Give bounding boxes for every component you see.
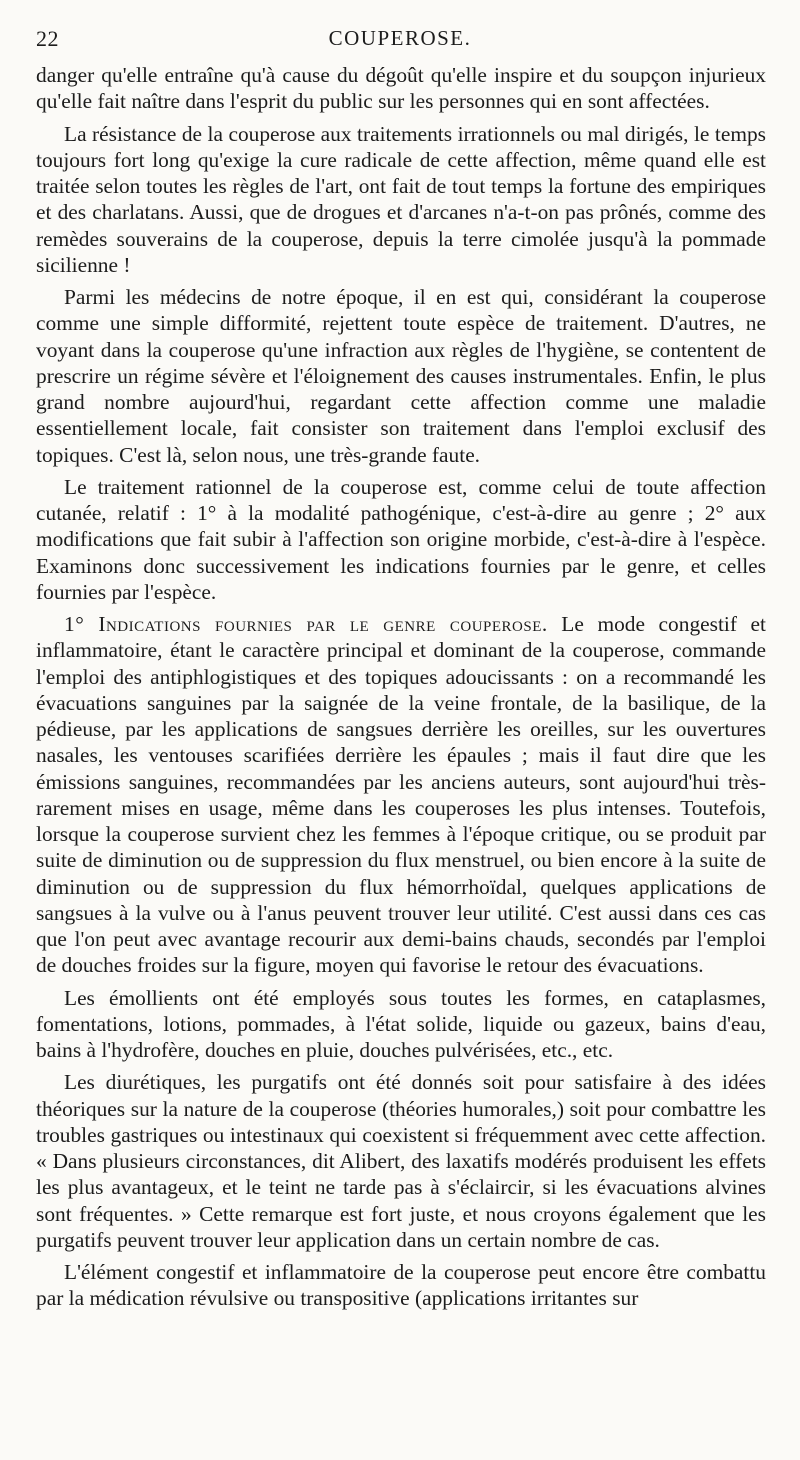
running-title: COUPEROSE. bbox=[328, 26, 472, 50]
section-lead-text: Le mode congestif et inflammatoire, étant le caractère principal et dominant de la couperose, commande l'emploi des antiphlogistiques et des topiques adoucissants : on a recommandé les évacuations sanguines par la saignée de la veine frontale, de la basilique, de la pédieuse, par les applications de sangsues derrière les oreilles, sur les ouvertures nasales, les ventouses scarifiées derrière les épaules ; mais il faut dire que les émissions sanguines, recommandées par les anciens auteurs, sont aujourd'hui très-rarement mises en usage, même dans les couperoses les plus intenses. Toutefois, lorsque la couperose survient chez les femmes à l'époque critique, ou se produit par suite de diminution ou de suppression du flux menstruel, ou bien encore à la suite de diminution ou de suppression du flux hémorrhoïdal, quelques applications de sangsues à la vulve ou à l'anus peuvent trouver leur utilité. C'est aussi dans ces cas que l'on peut avec avantage recourir aux demi-bains chauds, secondés par l'emploi de douches froides sur la figure, moyen qui favorise le retour des évacuations. bbox=[36, 612, 766, 978]
paragraph-continuation: danger qu'elle entraîne qu'à cause du dégoût qu'elle inspire et du soupçon injurieux qu'elle fait naître dans l'esprit du public sur les personnes qui en sont affectées. bbox=[36, 63, 766, 114]
paragraph-section-indications-genre bbox=[36, 611, 766, 979]
page-header bbox=[36, 26, 764, 62]
paragraph: Les diurétiques, les purgatifs ont été donnés soit pour satisfaire à des idées théoriques sur la nature de la couperose (théories humorales,) soit pour combattre les troubles gastriques ou intestinaux qui coexistent si fréquemment avec cette affection. « Dans plusieurs circonstances, dit Alibert, des laxatifs modérés produisent les effets les plus avantageux, et le teint ne tarde pas à s'éclaircir, si les évacuations alvines sont fréquentes. » Cette remarque est fort juste, et nous croyons également que les purgatifs peuvent trouver leur application dans un certain nombre de cas. bbox=[36, 1070, 766, 1252]
page-number: 22 bbox=[36, 26, 59, 51]
section-lead-heading: 1° Indications fournies par le genre couperose. bbox=[64, 612, 548, 636]
paragraph: Parmi les médecins de notre époque, il en est qui, considérant la couperose comme une simple difformité, rejettent toute espèce de traitement. D'autres, ne voyant dans la couperose qu'une infraction aux règles de l'hygiène, se contentent de prescrire un régime sévère et l'éloignement des causes instrumentales. Enfin, le plus grand nombre aujourd'hui, regardant cette affection comme une maladie essentiellement locale, fait consister son traitement dans l'emploi exclusif des topiques. C'est là, selon nous, une très-grande faute. bbox=[36, 285, 766, 467]
body-text bbox=[36, 62, 766, 1312]
paragraph: Les émollients ont été employés sous toutes les formes, en cataplasmes, fomentations, lotions, pommades, à l'état solide, liquide ou gazeux, bains d'eau, bains à l'hydrofère, douches en pluie, douches pulvérisées, etc., etc. bbox=[36, 985, 766, 1062]
paragraph: L'élément congestif et inflammatoire de la couperose peut encore être combattu par la médication révulsive ou transpositive (applications irritantes sur bbox=[36, 1260, 766, 1311]
paragraph: La résistance de la couperose aux traitements irrationnels ou mal dirigés, le temps toujours fort long qu'exige la cure radicale de cette affection, même quand elle est traitée selon toutes les règles de l'art, ont fait de tout temps la fortune des empiriques et des charlatans. Aussi, que de drogues et d'arcanes n'a-t-on pas prônés, comme des remèdes souverains de la couperose, depuis la terre cimolée jusqu'à la pommade sicilienne ! bbox=[36, 121, 766, 277]
paragraph: Le traitement rationnel de la couperose est, comme celui de toute affection cutanée, relatif : 1° à la modalité pathogénique, c'est-à-dire au genre ; 2° aux modifications que fait subir à l'affection son origine morbide, c'est-à-dire à l'espèce. Examinons donc successivement les indications fournies par le genre, et celles fournies par l'espèce. bbox=[36, 474, 766, 604]
